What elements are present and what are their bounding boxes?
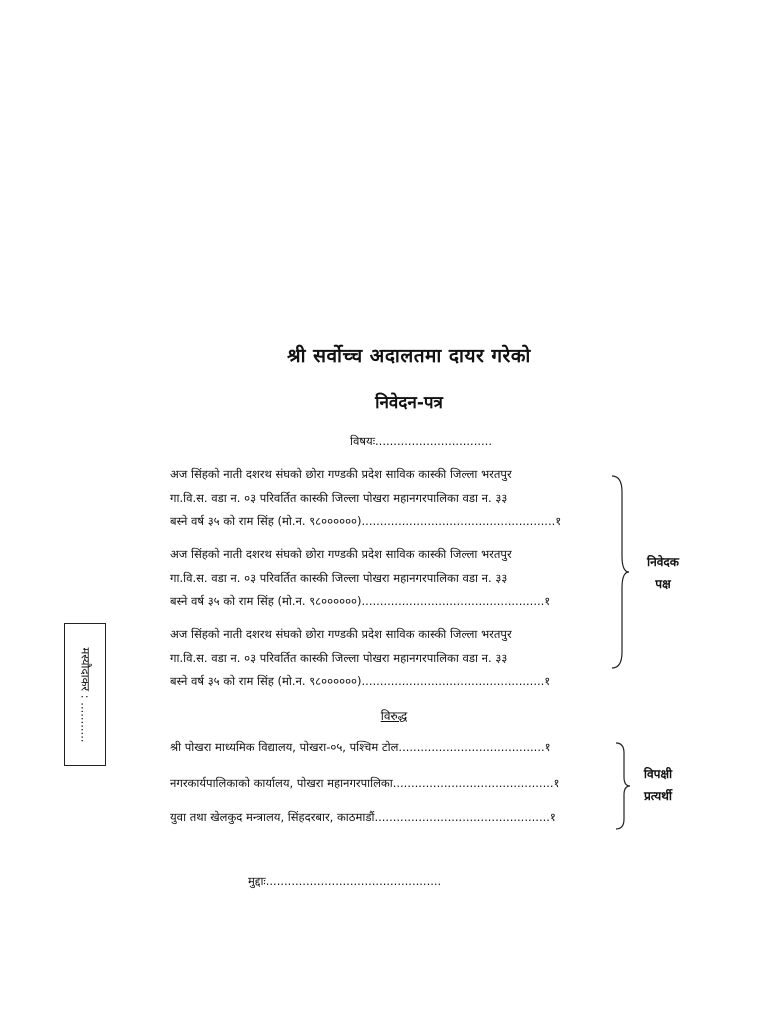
petitioner-line: गा.वि.स. वडा न. ०३ परिवर्तित कास्की जिल्ला पोखरा महानगरपालिका वडा न. ३३ — [170, 650, 508, 665]
petitioner-line: बस्ने वर्ष ३५ को राम सिंह (मो.न. ९८००००००)..................................................१ — [170, 594, 551, 608]
petitioner-line: गा.वि.स. वडा न. ०३ परिवर्तित कास्की जिल्ला पोखरा महानगरपालिका वडा न. ३३ — [170, 490, 508, 505]
subject-line: विषयः................................ — [350, 434, 492, 448]
petitioner-line: गा.वि.स. वडा न. ०३ परिवर्तित कास्की जिल्ला पोखरा महानगरपालिका वडा न. ३३ — [170, 570, 508, 585]
respondent-label-line: प्रत्यर्थी — [643, 789, 673, 803]
versus-heading: विरुद्ध — [380, 709, 408, 723]
petitioner-line: अज सिंहको नाती दशरथ संघको छोरा गण्डकी प्रदेश साविक कास्की जिल्ला भरतपुर — [170, 467, 512, 481]
petitioner-label-line: पक्ष — [655, 577, 671, 591]
petitioner-line: अज सिंहको नाती दशरथ संघको छोरा गण्डकी प्रदेश साविक कास्की जिल्ला भरतपुर — [170, 627, 512, 641]
respondent-label-line: विपक्षी — [643, 767, 673, 781]
petitioner-line: अज सिंहको नाती दशरथ संघको छोरा गण्डकी प्रदेश साविक कास्की जिल्ला भरतपुर — [170, 547, 512, 561]
petitioner-entry — [170, 463, 610, 534]
petitioner-label-line: निवेदक — [646, 555, 680, 569]
petitioner-line: बस्ने वर्ष ३५ को राम सिंह (मो.न. ९८००००००).....................................................१ — [170, 514, 562, 528]
petitioner-brace-icon — [610, 474, 630, 670]
respondent-entry: युवा तथा खेलकुद मन्त्रालय, सिंहदरबार, काठमाडौं................................................१ — [170, 810, 556, 824]
document-title: श्री सर्वोच्च अदालतमा दायर गरेको — [287, 345, 531, 367]
respondent-entry: श्री पोखरा माध्यमिक विद्यालय, पोखरा-०५, पश्चिम टोल........................................१ — [170, 740, 551, 754]
respondent-side-label — [628, 763, 688, 807]
case-line: मुद्दाः................................................ — [248, 874, 442, 888]
petitioner-line: बस्ने वर्ष ३५ को राम सिंह (मो.न. ९८००००००)..................................................१ — [170, 674, 551, 688]
petitioner-entry — [170, 543, 610, 614]
drafter-stamp-box — [64, 623, 106, 766]
document-subtitle: निवेदन-पत्र — [375, 393, 443, 413]
respondent-entry: नगरकार्यपालिकाको कार्यालय, पोखरा महानगरपालिका............................................१ — [170, 776, 560, 790]
petitioner-side-label — [630, 551, 696, 595]
drafter-stamp-text: मस्यौदाकर : ........... — [78, 646, 93, 743]
petitioner-entry — [170, 623, 610, 694]
